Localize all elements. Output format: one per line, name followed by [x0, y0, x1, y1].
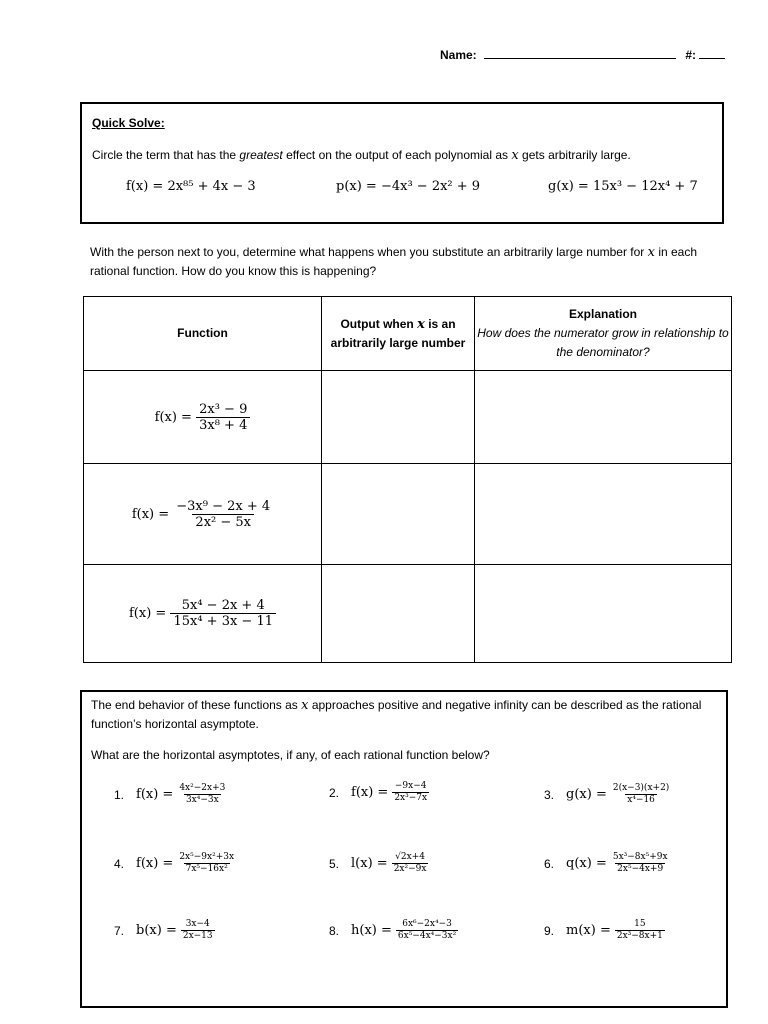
pair-instruction-text: With the person next to you, determine what happens when you substitute an arbitrarily large number for: [90, 245, 648, 259]
problem-fraction: [181, 919, 215, 942]
asymptotes-intro: [91, 696, 716, 734]
output-cell[interactable]: [322, 464, 475, 564]
polynomial-f[interactable]: f(x) = 2x⁸⁵ + 4x − 3: [126, 179, 256, 194]
problem-number: 7.: [114, 923, 125, 938]
problem-lhs: f(x) =: [136, 856, 174, 871]
fraction-denominator: 7x⁵−16x²: [185, 864, 228, 874]
problem-number: 4.: [114, 856, 125, 871]
name-line: [440, 48, 725, 62]
fraction-denominator: 2x⁵−4x+9: [617, 864, 664, 874]
problem-number: 2.: [329, 785, 340, 800]
problem-lhs: f(x) =: [351, 785, 389, 800]
problem-6[interactable]: [544, 852, 670, 875]
function-lhs: f(x) =: [154, 409, 192, 425]
fraction-numerator: √2x+4: [395, 852, 425, 862]
problem-number: 6.: [544, 856, 555, 871]
fraction-denominator: 2x³−8x+1: [616, 931, 663, 941]
header-explanation: [475, 297, 732, 371]
polynomial-g[interactable]: g(x) = 15x³ − 12x⁴ + 7: [548, 179, 698, 194]
header-explanation-sub: How does the numerator grow in relationship to the denominator?: [477, 326, 729, 360]
name-label: Name:: [440, 48, 477, 62]
instruction-emphasis: greatest: [239, 148, 283, 162]
pair-instruction-text: in each rational function. How do you know this is happening?: [90, 245, 698, 278]
problem-lhs: l(x) =: [351, 856, 388, 871]
problem-fraction: [611, 852, 670, 875]
problem-1[interactable]: [114, 783, 227, 806]
fraction-numerator: 5x³−8x⁵+9x: [612, 852, 668, 862]
instruction-variable: x: [511, 148, 519, 163]
fraction-denominator: 6x⁵−4x⁴−3x²: [397, 931, 457, 941]
explanation-cell[interactable]: [475, 371, 732, 464]
fraction-denominator: x⁴−16: [627, 795, 655, 805]
asymptotes-question: What are the horizontal asymptotes, if any, of each rational function below?: [91, 748, 490, 762]
problem-7[interactable]: [114, 919, 215, 942]
fraction-denominator: 15x⁴ + 3x − 11: [170, 613, 276, 629]
number-label: #:: [685, 48, 697, 62]
problem-fraction: [615, 919, 665, 942]
header-output-text: is an arbitrarily large number: [330, 316, 466, 350]
fraction-numerator: 2x⁵−9x²+3x: [179, 852, 235, 862]
problem-3[interactable]: [544, 783, 671, 806]
fraction-denominator: 3x⁸ + 4: [196, 417, 250, 433]
fraction-denominator: 2x−13: [182, 931, 213, 941]
header-explanation-title: Explanation: [568, 307, 637, 322]
table-header-row: [84, 297, 732, 371]
quick-solve-title: Quick Solve:: [92, 116, 165, 130]
intro-variable: x: [301, 698, 309, 713]
quick-solve-instruction: [92, 148, 631, 163]
pair-instruction-variable: x: [647, 245, 655, 260]
function-cell: [84, 564, 322, 662]
problem-2[interactable]: [329, 781, 429, 804]
output-cell[interactable]: [322, 371, 475, 464]
function-lhs: f(x) =: [129, 605, 167, 621]
function-table: [83, 296, 732, 663]
header-output-text: Output when: [340, 316, 418, 331]
header-function: Function: [84, 297, 322, 371]
table-row: [84, 564, 732, 662]
problem-fraction: [396, 919, 458, 942]
output-cell[interactable]: [322, 564, 475, 662]
function-cell: [84, 371, 322, 464]
header-output-variable: x: [417, 316, 425, 332]
instruction-text: effect on the output of each polynomial as: [282, 148, 512, 162]
problem-9[interactable]: [544, 919, 665, 942]
fraction-numerator: 6x⁶−2x⁴−3: [402, 919, 452, 929]
asymptotes-box: [80, 690, 728, 1008]
problem-number: 9.: [544, 923, 555, 938]
function-fraction: [173, 499, 273, 530]
header-output: [322, 297, 475, 371]
problem-fraction: [392, 852, 429, 875]
fraction-denominator: 2x²−9x: [393, 864, 427, 874]
fraction-denominator: 3x⁴−3x: [185, 795, 219, 805]
problem-number: 5.: [329, 856, 340, 871]
intro-text: approaches positive and negative infinity can be described as the rational function’s horizontal asymptote.: [91, 698, 702, 731]
problem-fraction: [392, 781, 429, 804]
problem-lhs: m(x) =: [566, 923, 611, 938]
problem-4[interactable]: [114, 852, 236, 875]
problem-number: 8.: [329, 923, 340, 938]
table-row: [84, 371, 732, 464]
fraction-denominator: 2x² − 5x: [192, 514, 254, 530]
explanation-cell[interactable]: [475, 464, 732, 564]
fraction-numerator: 2x³ − 9: [199, 401, 248, 417]
pair-instruction: [90, 243, 725, 281]
instruction-text: Circle the term that has the: [92, 148, 240, 162]
function-lhs: f(x) =: [131, 506, 170, 522]
fraction-numerator: 5x⁴ − 2x + 4: [181, 597, 265, 613]
instruction-text: gets arbitrarily large.: [518, 148, 631, 162]
fraction-numerator: 2(x−3)(x+2): [612, 783, 670, 793]
problem-5[interactable]: [329, 852, 428, 875]
polynomial-p[interactable]: p(x) = −4x³ − 2x² + 9: [336, 179, 481, 194]
number-field[interactable]: [699, 48, 725, 59]
function-fraction: [196, 402, 250, 433]
problem-lhs: g(x) =: [566, 787, 607, 802]
table-row: [84, 464, 732, 564]
problem-number: 3.: [544, 787, 555, 802]
explanation-cell[interactable]: [475, 564, 732, 662]
fraction-numerator: 4x²−2x+3: [179, 783, 226, 793]
problem-fraction: [177, 852, 236, 875]
fraction-numerator: 15: [634, 919, 646, 929]
name-field[interactable]: [484, 48, 676, 59]
problem-fraction: [611, 783, 671, 806]
problem-lhs: b(x) =: [136, 923, 177, 938]
problem-lhs: h(x) =: [351, 923, 392, 938]
problem-8[interactable]: [329, 919, 458, 942]
problem-number: 1.: [114, 787, 125, 802]
function-cell: [84, 464, 322, 564]
fraction-denominator: 2x³−7x: [394, 793, 428, 803]
intro-text: The end behavior of these functions as: [91, 698, 302, 712]
problem-lhs: f(x) =: [136, 787, 174, 802]
problem-lhs: q(x) =: [566, 856, 607, 871]
fraction-numerator: −9x−4: [394, 781, 427, 791]
problem-fraction: [177, 783, 227, 806]
fraction-numerator: −3x⁹ − 2x + 4: [176, 498, 271, 514]
function-fraction: [170, 598, 276, 629]
fraction-numerator: 3x−4: [185, 919, 210, 929]
quick-solve-box: [80, 102, 724, 224]
